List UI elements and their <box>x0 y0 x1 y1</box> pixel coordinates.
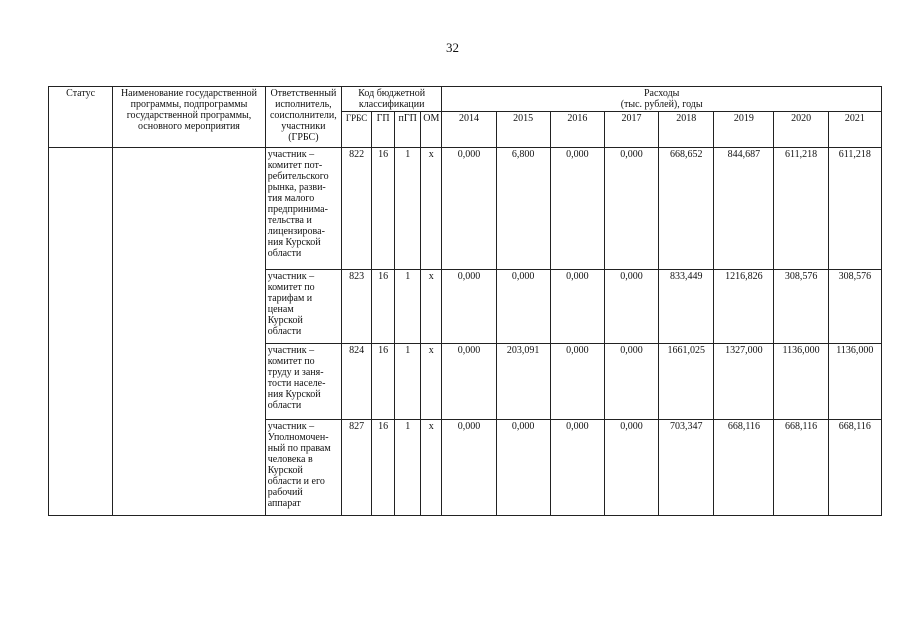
amount-2020-cell: 1136,000 <box>774 344 828 420</box>
amount-2015-cell: 0,000 <box>496 270 550 344</box>
status-cell <box>49 148 113 516</box>
executor-cell: участник – комитет пот- ребительского рынка, разви- тия малого предпринима- тельства и лицензирова- ния Курской области <box>265 148 341 270</box>
pgp-cell: 1 <box>395 344 421 420</box>
grbs-cell: 827 <box>342 420 372 516</box>
header-year-2014: 2014 <box>442 112 496 148</box>
amount-2018-cell: 703,347 <box>659 420 714 516</box>
header-year-2020: 2020 <box>774 112 828 148</box>
amount-2021-cell: 308,576 <box>828 270 881 344</box>
amount-2019-cell: 844,687 <box>714 148 774 270</box>
om-cell: x <box>421 270 442 344</box>
amount-2016-cell: 0,000 <box>550 148 604 270</box>
grbs-cell: 822 <box>342 148 372 270</box>
header-executor: Ответственный исполнитель, соисполнители, участники (ГРБС) <box>265 87 341 148</box>
pgp-cell: 1 <box>395 148 421 270</box>
amount-2015-cell: 203,091 <box>496 344 550 420</box>
header-year-2018: 2018 <box>659 112 714 148</box>
pgp-cell: 1 <box>395 270 421 344</box>
header-grbs: ГРБС <box>342 112 372 148</box>
amount-2019-cell: 1327,000 <box>714 344 774 420</box>
amount-2020-cell: 611,218 <box>774 148 828 270</box>
amount-2018-cell: 1661,025 <box>659 344 714 420</box>
amount-2014-cell: 0,000 <box>442 420 496 516</box>
header-budget-code: Код бюджетной классификации <box>342 87 442 112</box>
amount-2019-cell: 1216,826 <box>714 270 774 344</box>
amount-2015-cell: 0,000 <box>496 420 550 516</box>
amount-2017-cell: 0,000 <box>604 344 658 420</box>
grbs-cell: 824 <box>342 344 372 420</box>
amount-2014-cell: 0,000 <box>442 270 496 344</box>
om-cell: x <box>421 344 442 420</box>
executor-cell: участник – комитет по тарифам и ценам Курской области <box>265 270 341 344</box>
amount-2021-cell: 1136,000 <box>828 344 881 420</box>
amount-2016-cell: 0,000 <box>550 270 604 344</box>
amount-2016-cell: 0,000 <box>550 420 604 516</box>
gp-cell: 16 <box>372 344 395 420</box>
header-gp: ГП <box>372 112 395 148</box>
name-cell <box>113 148 266 516</box>
om-cell: x <box>421 148 442 270</box>
header-year-2017: 2017 <box>604 112 658 148</box>
grbs-cell: 823 <box>342 270 372 344</box>
header-year-2021: 2021 <box>828 112 881 148</box>
header-name: Наименование государственной программы, подпрограммы государственной программы, основного мероприятия <box>113 87 266 148</box>
table-row <box>49 148 882 270</box>
amount-2017-cell: 0,000 <box>604 270 658 344</box>
amount-2018-cell: 833,449 <box>659 270 714 344</box>
header-expenses: Расходы (тыс. рублей), годы <box>442 87 882 112</box>
header-year-2019: 2019 <box>714 112 774 148</box>
pgp-cell: 1 <box>395 420 421 516</box>
budget-table <box>48 86 882 516</box>
header-status: Статус <box>49 87 113 148</box>
amount-2019-cell: 668,116 <box>714 420 774 516</box>
amount-2016-cell: 0,000 <box>550 344 604 420</box>
amount-2021-cell: 611,218 <box>828 148 881 270</box>
amount-2014-cell: 0,000 <box>442 148 496 270</box>
om-cell: x <box>421 420 442 516</box>
header-year-2015: 2015 <box>496 112 550 148</box>
amount-2017-cell: 0,000 <box>604 148 658 270</box>
executor-cell: участник – комитет по труду и заня- тости населе- ния Курской области <box>265 344 341 420</box>
page-number: 32 <box>446 40 459 55</box>
amount-2020-cell: 308,576 <box>774 270 828 344</box>
amount-2021-cell: 668,116 <box>828 420 881 516</box>
amount-2014-cell: 0,000 <box>442 344 496 420</box>
gp-cell: 16 <box>372 148 395 270</box>
amount-2015-cell: 6,800 <box>496 148 550 270</box>
header-om: ОМ <box>421 112 442 148</box>
table-header <box>49 87 882 148</box>
table-body <box>49 148 882 516</box>
header-pgp: пГП <box>395 112 421 148</box>
gp-cell: 16 <box>372 270 395 344</box>
amount-2020-cell: 668,116 <box>774 420 828 516</box>
amount-2017-cell: 0,000 <box>604 420 658 516</box>
header-year-2016: 2016 <box>550 112 604 148</box>
gp-cell: 16 <box>372 420 395 516</box>
amount-2018-cell: 668,652 <box>659 148 714 270</box>
executor-cell: участник – Уполномочен- ный по правам человека в Курской области и его рабочий аппарат <box>265 420 341 516</box>
